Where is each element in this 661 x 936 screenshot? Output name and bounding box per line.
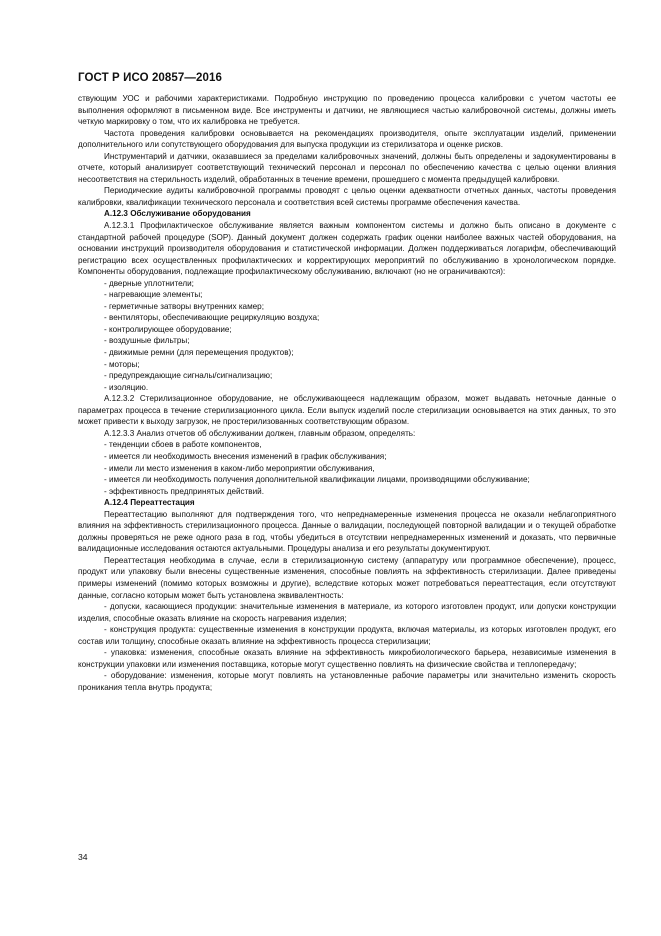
list-item: - дверные уплотнители; [104,278,194,288]
paragraph: Периодические аудиты калибровочной программы проводят с целью оценки адекватности отчетных данных, частоты проведения калибровки, квалификации технического персонала и соответствия всей системы программе обеспечения качества. [78,186,616,207]
list-item: - конструкция продукта: существенные изменения в конструкции продукта, включая материалы, из которых изготовлен продукт, его состав или толщину, способные оказать влияние на эффективность процесса стерилизации; [78,625,616,646]
list-item: - тенденции сбоев в работе компонентов, [104,440,262,450]
list-item: - воздушные фильтры; [104,336,190,346]
list-item: - контролирующее оборудование; [104,324,232,334]
paragraph: ствующим УОС и рабочими характеристиками. Подробную инструкцию по проведению процесса калибровки с учетом частоты ее выполнения оформляют в письменном виде. Все инструменты и датчики, не являющиеся частью калибровочной системы, должны иметь четкую маркировку о том, что их калибровка не требуется. [78,94,616,127]
paragraph: А.12.3.1 Профилактическое обслуживание является важным компонентом системы и должно быть описано в документе с стандартной рабочей процедуре (SOP). Данный документ должен содержать график оценки наиболее важных частей оборудования, на основании инструкций производителя оборудования и статистической информации. Должен поддерживаться логарифм, обеспечивающий регистрацию всех осуществленных профилактических и корректирующих мероприятий по обслуживанию в хронологическом порядке. Компоненты оборудования, подлежащие профилактическому обслуживанию, включают (но не ограничиваются): [78,221,616,277]
paragraph: Инструментарий и датчики, оказавшиеся за пределами калибровочных значений, должны быть определены и задокументированы в отчете, который анализирует соответствующий технический персонал и персонал по обеспечению качества с целью оценки влияния несоответствия на стерильность изделий, обработанных в течение времени, прошедшего с момента предыдущей калибровки. [78,151,616,184]
list-item: - предупреждающие сигналы/сигнализацию; [104,371,273,381]
list-item: - герметичные затворы внутренних камер; [104,301,264,311]
document-header: ГОСТ Р ИСО 20857—2016 [78,72,223,84]
paragraph: Переаттестацию выполняют для подтверждения того, что непреднамеренные изменения процесса не оказали неблагоприятного влияния на эффективность стерилизационного процесса. Данные о валидации, последующей повторной валидации и о текущей обработке должны проверяться не реже одного раза в год, чтобы убедиться в отсутствии непреднамеренных изменений и доказать, что первичные валидационные исследования остаются актуальными. Процедуры анализа и его результаты документируют. [78,509,616,554]
list-item: - допуски, касающиеся продукции: значительные изменения в материале, из которого изготовлен продукт, или допуски конструкции изделия, способные оказать влияние на скорость нагревания изделия; [78,602,616,623]
paragraph: А.12.3.3 Анализ отчетов об обслуживании должен, главным образом, определять: [104,428,416,438]
list-item: - эффективность предпринятых действий. [104,486,264,496]
section-heading: А.12.3 Обслуживание оборудования [104,209,251,219]
paragraph: Частота проведения калибровки основывается на рекомендациях производителя, опыте эксплуатации изделий, применении дополнительного или сопутствующего оборудования для выпуска продукции из стерилизатора и оценке рисков. [78,128,616,150]
list-item: - имеется ли необходимость внесения изменений в график обслуживания; [104,451,387,461]
list-item: - имели ли место изменения в каком-либо мероприятии обслуживания, [104,463,375,473]
list-item: - имеется ли необходимость получения дополнительной квалификации лицами, производящими обслуживание; [104,475,530,485]
list-item: - оборудование: изменения, которые могут повлиять на установленные рабочие параметры или значительно изменить скорость проникания тепла внутрь продукта; [78,671,616,692]
list-item: - моторы; [104,359,140,369]
page-body [78,93,616,693]
paragraph: Переаттестация необходима в случае, если в стерилизационную систему (аппаратуру или программное обеспечение), процесс, продукт или упаковку были внесены существенные изменения, способные повлиять на эффективность стерилизации. Далее приведены примеры изменений (помимо которых возможны и другие), вследствие которых может потребоваться переаттестация, если отсутствуют данные, согласно которым может быть установлена эквивалентность: [78,555,616,600]
list-item: - изоляцию. [104,382,149,392]
list-item: - нагревающие элементы; [104,290,203,300]
list-item: - упаковка: изменения, способные оказать влияние на эффективность микробиологического барьера, независимые изменения в конструкции упаковки или изменения поставщика, которые могут существенно повлиять на физические свойства и теплопередачу; [78,648,616,669]
page-number: 34 [78,852,88,862]
list-item: - вентиляторы, обеспечивающие рециркуляцию воздуха; [104,313,320,323]
section-heading: А.12.4 Переаттестация [104,498,195,508]
paragraph: А.12.3.2 Стерилизационное оборудование, не обслуживающееся надлежащим образом, может выдавать неточные данные о параметрах процесса в течение стерилизационного цикла. Если выпуск изделий после стерилизации основывается на этих данных, то это может привести к выходу загрузок, не простерилизованных соответствующим образом. [78,394,616,427]
list-item: - движимые ремни (для перемещения продуктов); [104,348,294,358]
